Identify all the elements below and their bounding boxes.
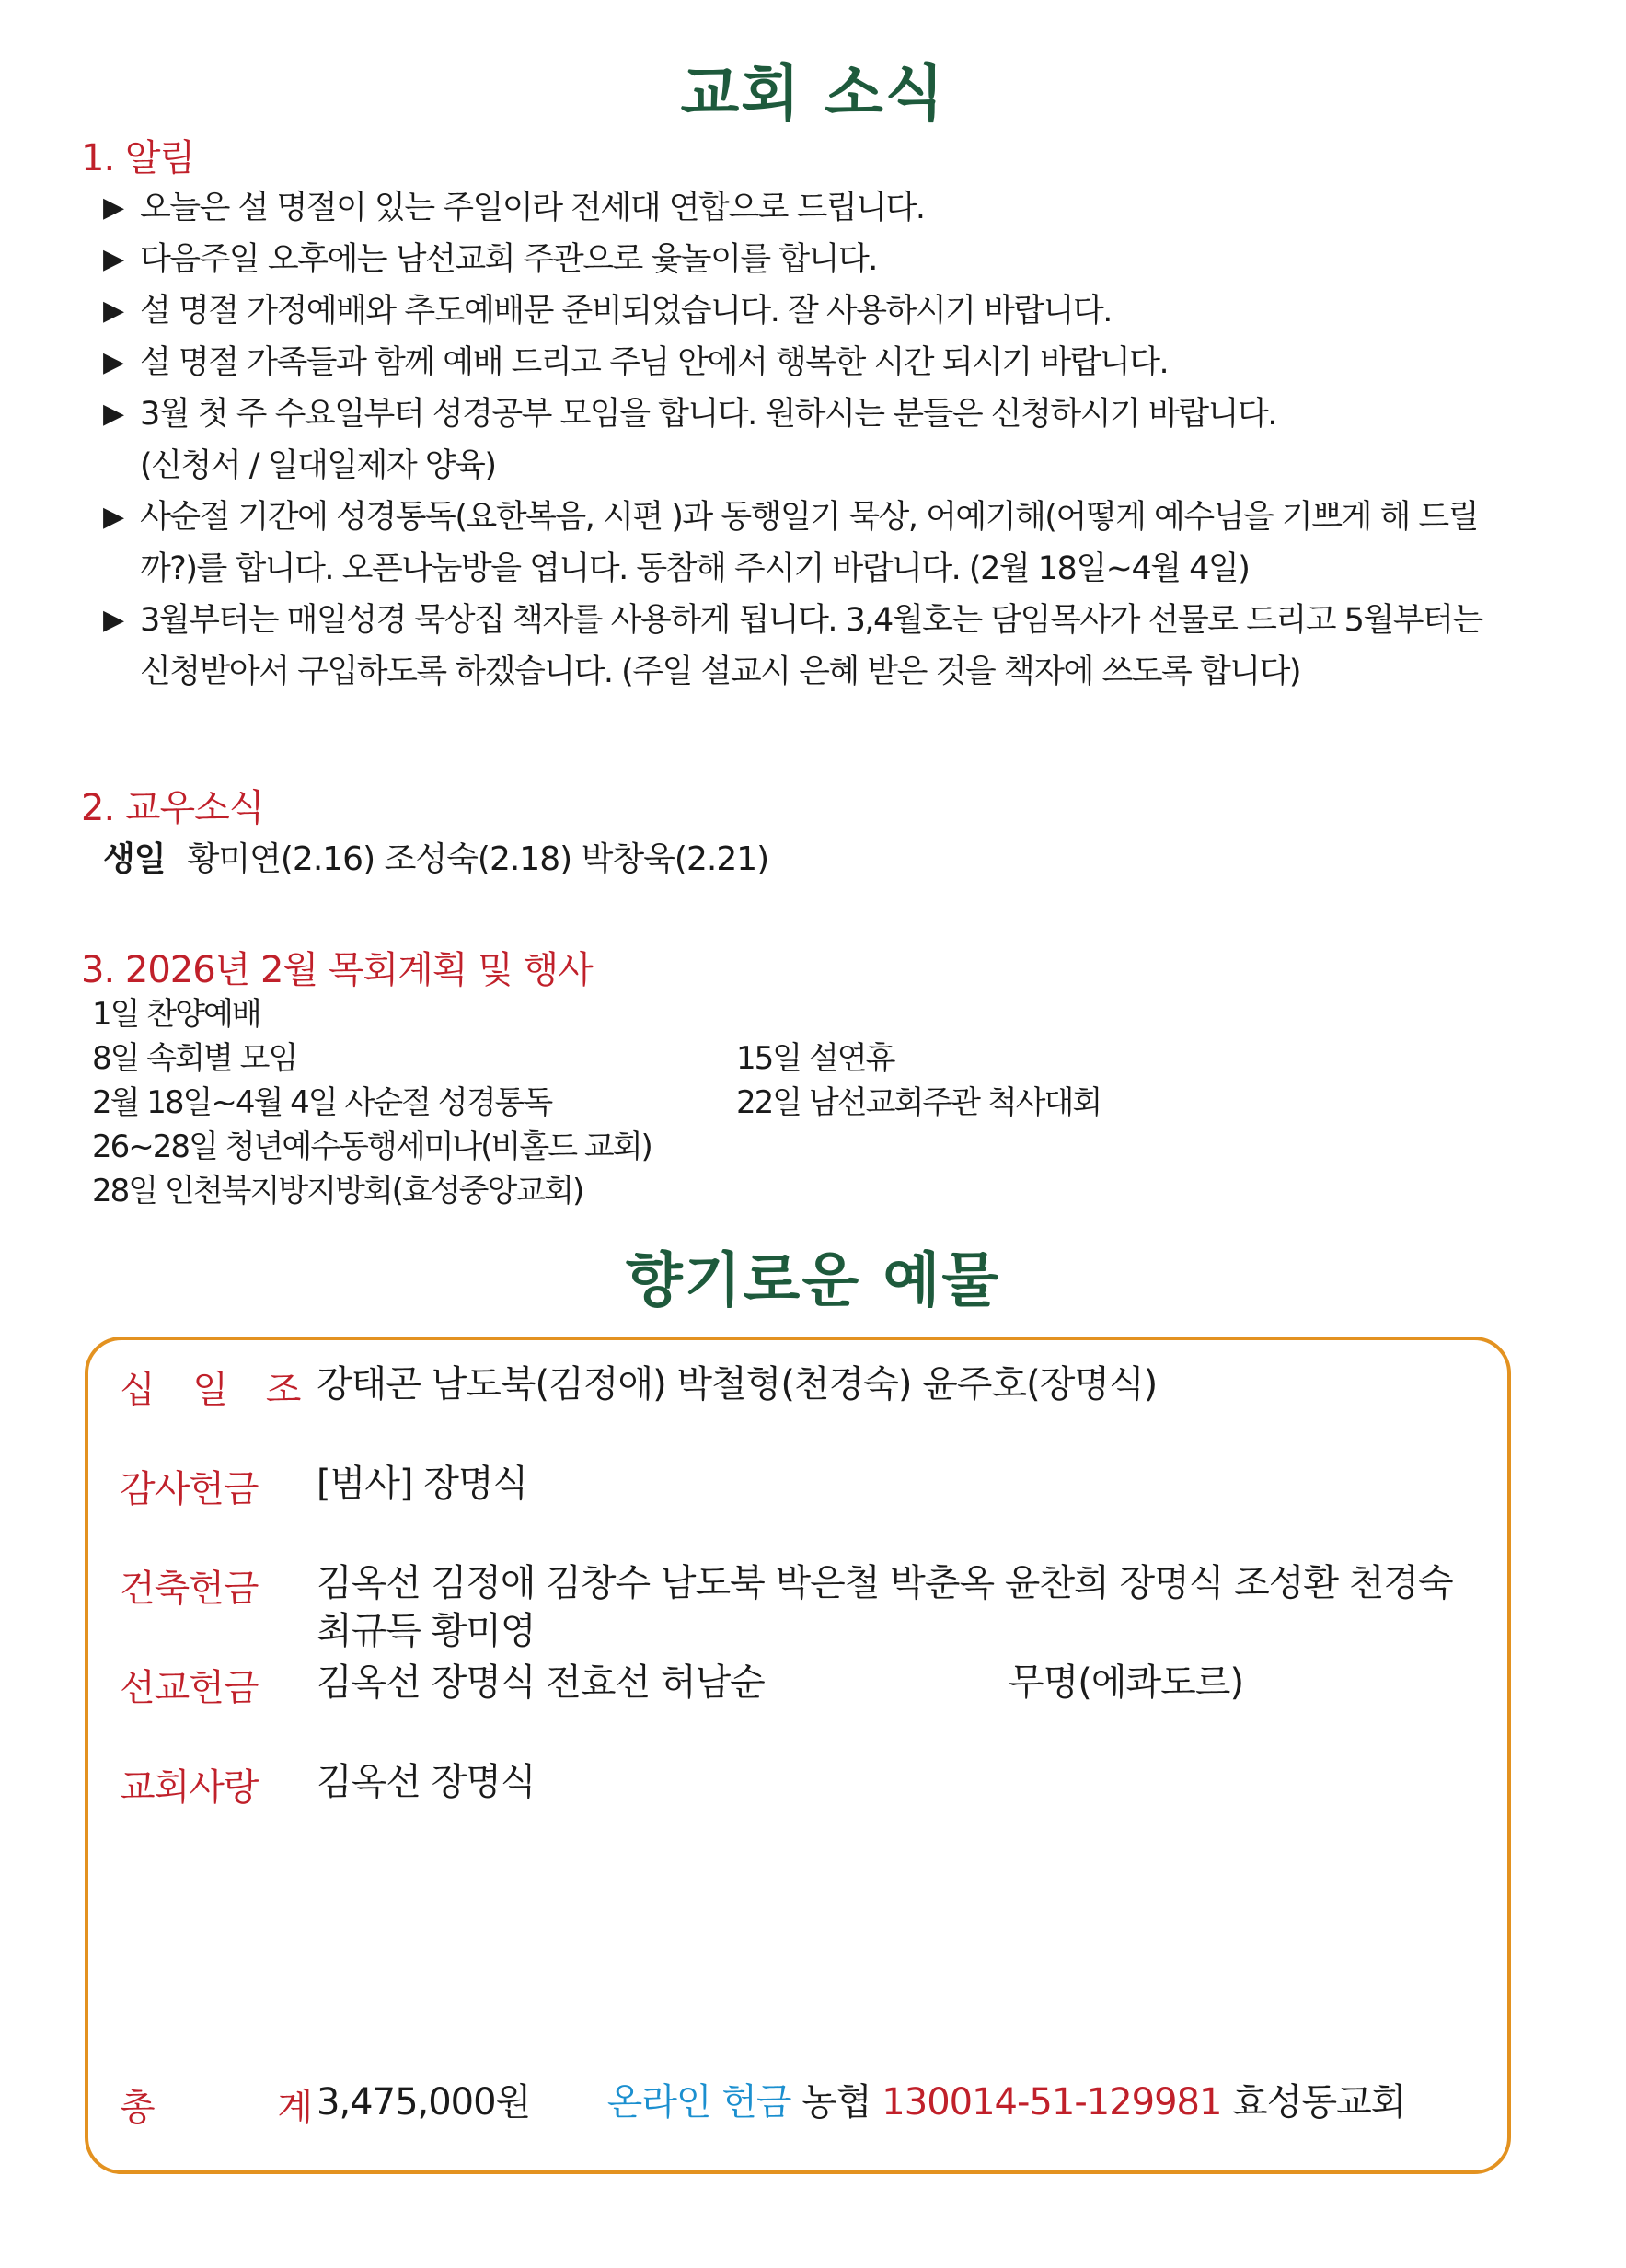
account-number: 130014-51-129981 [882,2081,1222,2123]
tithe-names: 강태곤 남도북(김정애) 박철형(천경숙) 윤주호(장명식) [317,1363,1158,1406]
announcements-heading: 1. 알림 [81,137,195,179]
list-item: ▶ 3월 첫 주 수요일부터 성경공부 모임을 합니다. 원하시는 분들은 신청하시기 바랍니다. [103,388,1520,440]
triangle-bullet-icon: ▶ [103,191,123,224]
announcements-list [103,182,1520,698]
bank-name: 농협 [801,2081,871,2123]
total-label: 총 계 [120,2087,368,2129]
mission-names: 김옥선 장명식 전효선 허남순 [317,1661,765,1704]
plan-item: 22일 남선교회주관 척사대회 [736,1084,1101,1121]
account-holder: 효성동교회 [1232,2081,1406,2123]
total-line [317,2078,1485,2126]
birthday-line [103,833,768,880]
page-title: 교회 소식 [680,58,946,129]
plan-item: 8일 속회별 모임 [92,1040,297,1077]
thanks-label: 감사헌금 [120,1468,259,1510]
members-heading: 2. 교우소식 [81,787,264,829]
mission-label: 선교헌금 [120,1667,259,1709]
offering-box [85,1336,1511,2174]
triangle-bullet-icon: ▶ [103,501,123,533]
offering-title: 향기로운 예물 [625,1247,1001,1315]
triangle-bullet-icon: ▶ [103,398,123,430]
birthday-label: 생일 [103,840,166,878]
list-item: ▶ 다음주일 오후에는 남선교회 주관으로 윷놀이를 합니다. [103,234,1520,285]
total-amount: 3,475,000원 [317,2081,531,2123]
thanks-names: [범사] 장명식 [317,1463,528,1505]
birthday-names: 황미연(2.16) 조성숙(2.18) 박창욱(2.21) [187,840,769,878]
list-item-subnote: (신청서 / 일대일제자 양육) [140,447,496,484]
plan-item: 28일 인천북지방지방회(효성중앙교회) [92,1173,583,1209]
triangle-bullet-icon: ▶ [103,295,123,327]
church-love-names: 김옥선 장명식 [317,1761,536,1803]
tithe-label: 십 일 조 [120,1369,315,1411]
plan-item: 1일 찬양예배 [92,996,260,1033]
plan-item: 2월 18일~4월 4일 사순절 성경통독 [92,1084,552,1121]
mission-extra: 무명(에콰도르) [1009,1661,1244,1704]
triangle-bullet-icon: ▶ [103,243,123,275]
plan-heading: 3. 2026년 2월 목회계획 및 행사 [81,949,593,991]
list-item: ▶ 사순절 기간에 성경통독(요한복음, 시편 )과 동행일기 묵상, 어예기해(어떻게 예수님을 기쁘게 해 드릴까?)를 합니다. 오픈나눔방을 엽니다. 동참해 주시기 바랍니다. (2월 18일~4월 4일) [103,492,1520,595]
plan-item: 15일 설연휴 [736,1040,894,1077]
list-item: ▶ 설 명절 가족들과 함께 예배 드리고 주님 안에서 행복한 시간 되시기 바랍니다. [103,337,1520,388]
building-names: 김옥선 김정애 김창수 남도북 박은철 박춘옥 윤찬희 장명식 조성환 천경숙 최규득 황미영 [317,1562,1453,1652]
plan-item: 26~28일 청년예수동행세미나(비홀드 교회) [92,1128,652,1165]
list-item: ▶ 설 명절 가정예배와 추도예배문 준비되었습니다. 잘 사용하시기 바랍니다. [103,285,1520,337]
plan-right-column [736,1036,1101,1125]
triangle-bullet-icon: ▶ [103,346,123,378]
triangle-bullet-icon: ▶ [103,604,123,636]
online-offering-label: 온라인 헌금 [606,2081,791,2123]
list-item: ▶ 오늘은 설 명절이 있는 주일이라 전세대 연합으로 드립니다. [103,182,1520,234]
building-label: 건축헌금 [120,1568,259,1610]
church-love-label: 교회사랑 [120,1766,259,1809]
plan-left-column [92,992,652,1213]
list-item: ▶ 3월부터는 매일성경 묵상집 책자를 사용하게 됩니다. 3,4월호는 담임목사가 선물로 드리고 5월부터는 신청받아서 구입하도록 하겠습니다. (주일 설교시 은혜 받은 것을 책자에 쓰도록 합니다) [103,595,1520,698]
